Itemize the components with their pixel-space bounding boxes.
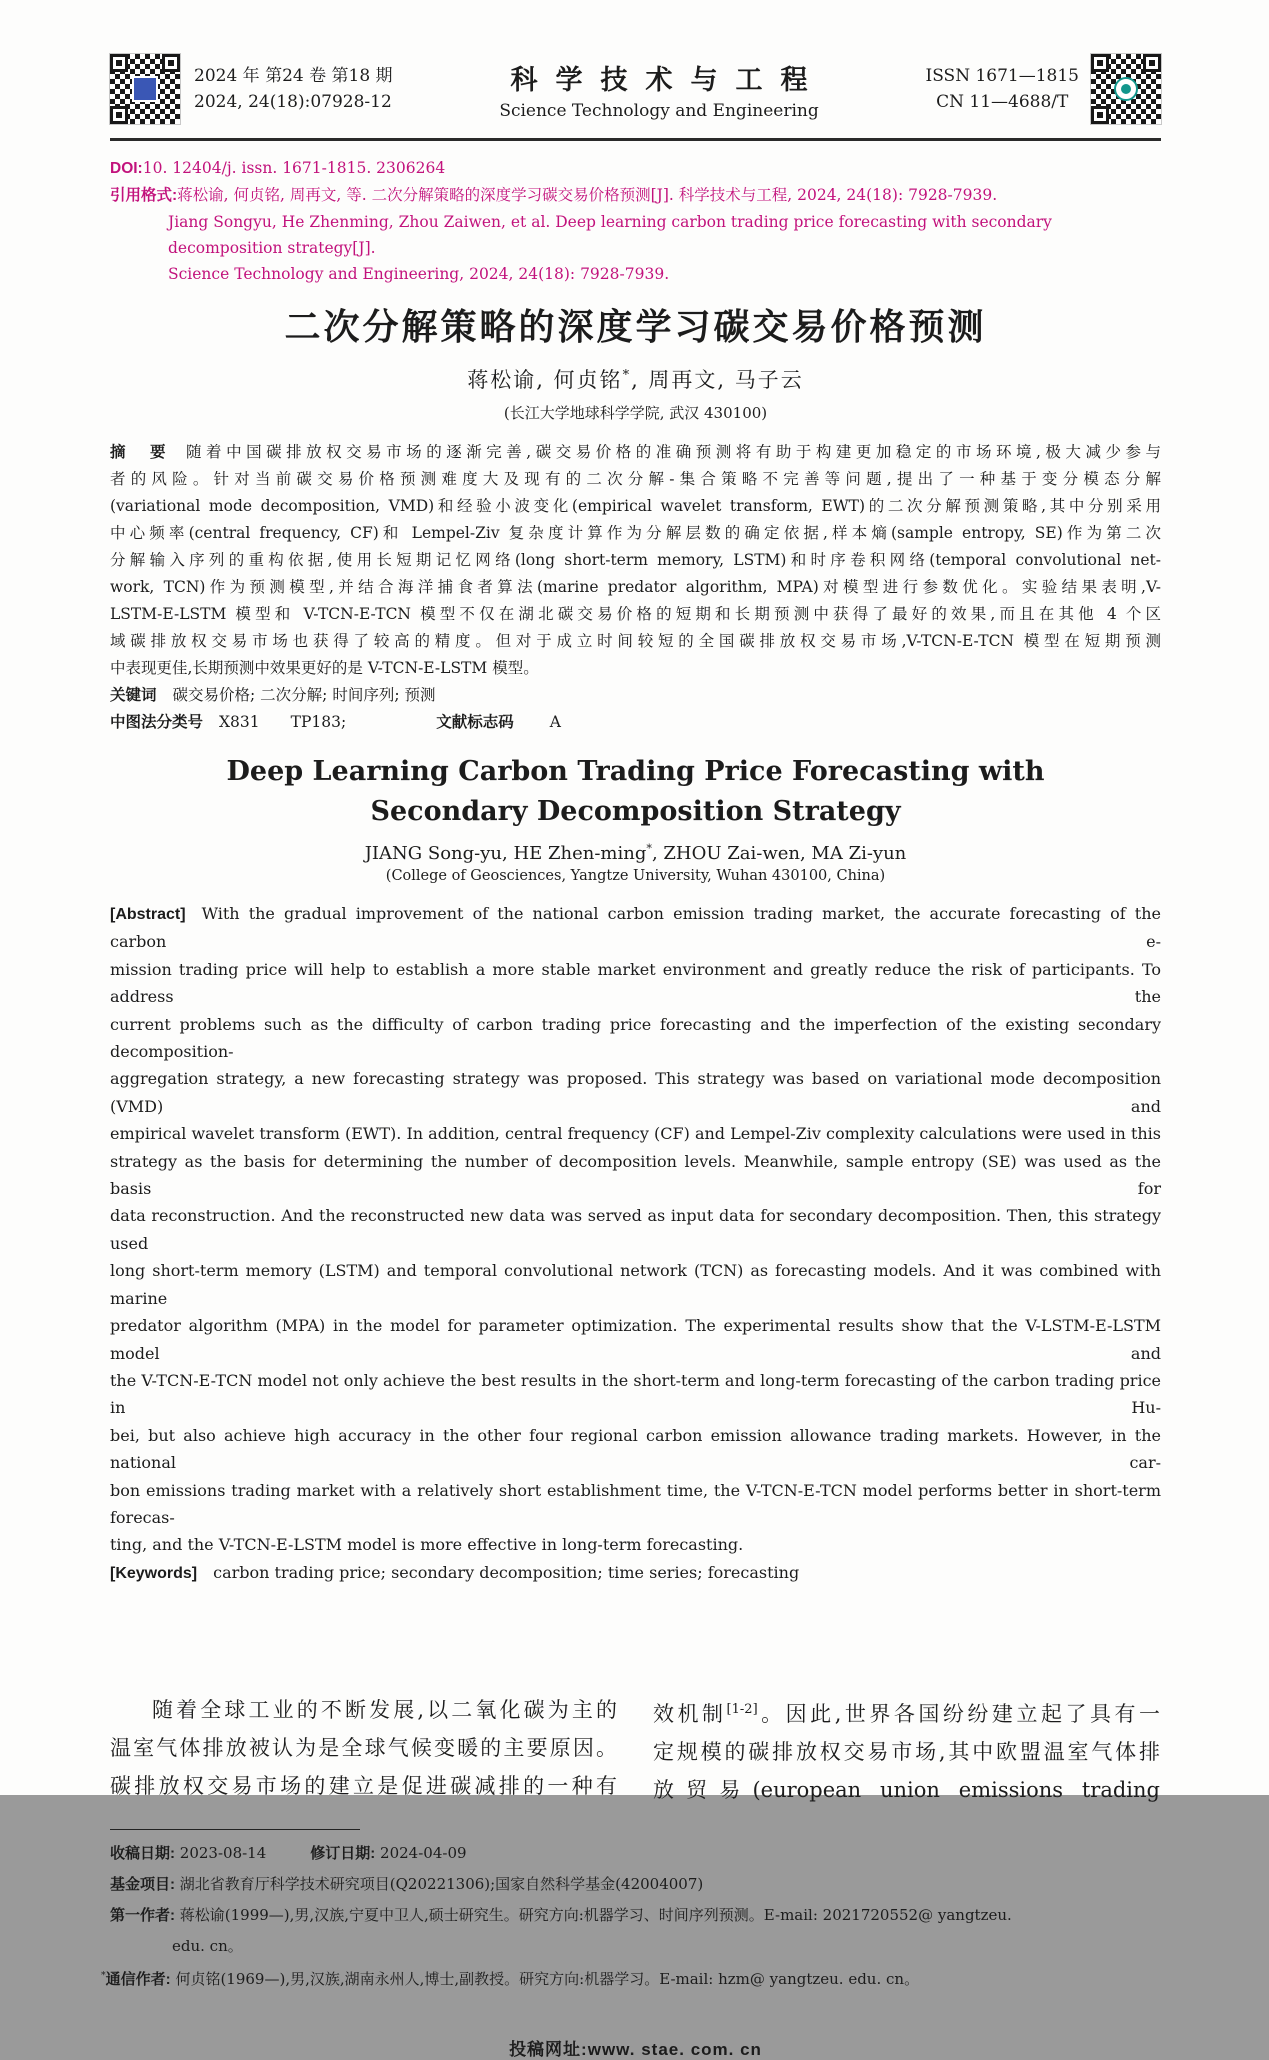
affiliation-en: (College of Geosciences, Yangtze University, Wuhan 430100, China) (385, 868, 886, 884)
abstract-cn-line: 中心频率(central frequency, CF)和 Lempel-Ziv 复杂度计算作为分解层数的确定依据,样本熵(sample entropy, SE)作为第二次 (110, 524, 1161, 542)
doc-code-value: A (549, 713, 561, 731)
paper-title-en (110, 752, 1161, 832)
abstract-cn-line: 域碳排放权交易市场也获得了较高的精度。但对于成立时间较短的全国碳排放权交易市场,V-TCN-E-TCN 模型在短期预测 (110, 632, 1161, 650)
keywords-en (110, 1559, 1161, 1587)
journal-title-cn: 科学技术与工程 (510, 64, 826, 96)
issue-line: 2024 年 第24 卷 第18 期 (194, 66, 393, 86)
qr-left-logo-icon (132, 76, 158, 102)
doi-line (110, 155, 1161, 182)
abstract-en-line: long short-term memory (LSTM) and temporal convolutional network (TCN) as forecasting models. And it was combined with marine (110, 1261, 1161, 1308)
cite-en-line1: Jiang Songyu, He Zhenming, Zhou Zaiwen, et al. Deep learning carbon trading price forecasting with secondary decomposition strategy[J]. (168, 213, 1052, 257)
qr-code-left-icon (110, 54, 180, 124)
fund-label: 基金项目: (110, 1876, 175, 1894)
abstract-en (110, 900, 1161, 1587)
body-line: 温室气体排放被认为是全球气候变暖的主要原因。 (110, 1736, 617, 1761)
clc-value: X831 TP183; (219, 713, 347, 731)
submission-site-label: 投稿网址: (509, 2040, 588, 2060)
qr-right-logo-icon (1114, 77, 1138, 101)
first-author-line-continued: edu. cn。 (172, 1937, 243, 1956)
body-column-left (110, 1691, 617, 1809)
journal-header (110, 54, 1161, 141)
issn-block (925, 63, 1079, 115)
abstract-en-line: mission trading price will help to establish a more stable market environment and greatly reduce the risk of participants. To address the (110, 959, 1161, 1007)
keywords-cn-text: 碳交易价格; 二次分解; 时间序列; 预测 (172, 686, 436, 704)
authors-en-post: , ZHOU Zai-wen, MA Zi-yun (651, 843, 907, 864)
keywords-en-label: [Keywords] (110, 1564, 198, 1582)
cite-cn-text: 蒋松谕, 何贞铭, 周再文, 等. 二次分解策略的深度学习碳交易价格预测[J]. 科学技术与工程, 2024, 24(18): 7928-7939. (177, 186, 998, 204)
submission-site-line (110, 2035, 1161, 2060)
fund-text: 湖北省教育厅科学技术研究项目(Q20221306);国家自然科学基金(42004007) (179, 1875, 704, 1894)
first-author-bio: 蒋松谕(1999—),男,汉族,宁夏中卫人,硕士研究生。研究方向:机器学习、时间序列预测。E-mail: 2021720552@ yangtzeu. (179, 1906, 1012, 1925)
clc-label: 中图法分类号 (110, 714, 204, 731)
authors-en (110, 842, 1161, 864)
keywords-cn-label: 关键词 (110, 687, 157, 704)
first-author-label: 第一作者: (110, 1907, 175, 1925)
first-author-line (110, 1900, 1161, 1931)
affiliation-cn: (长江大学地球科学学院, 武汉 430100) (503, 404, 768, 422)
abstract-en-line: ting, and the V-TCN-E-LSTM model is more effective in long-term forecasting. (110, 1535, 744, 1555)
abstract-en-line: current problems such as the difficulty of carbon trading price forecasting and the imperfection of the existing secondary decomposition- (110, 1014, 1161, 1062)
journal-title-en: Science Technology and Engineering (499, 100, 819, 121)
submission-site-url: www. stae. com. cn (587, 2040, 762, 2060)
keywords-cn (110, 682, 1161, 709)
paper-title-en-line1: Deep Learning Carbon Trading Price Forecasting with (226, 756, 1045, 787)
authors-en-pre: JIANG Song-yu, HE Zhen-ming (364, 843, 647, 864)
abstract-en-line: [Abstract] With the gradual improvement of the national carbon emission trading market, the accurate forecasting of the carbon e- (110, 904, 1161, 952)
issue-info (194, 63, 393, 115)
clc-line (110, 709, 1161, 736)
abstract-cn-line: work, TCN)作为预测模型,并结合海洋捕食者算法(marine predator algorithm, MPA)对模型进行参数优化。实验结果表明,V- (110, 578, 1161, 596)
abstract-en-line: bei, but also achieve high accuracy in the other four regional carbon emission allowance trading markets. However, in the national car- (110, 1425, 1161, 1473)
abstract-cn-line: 者的风险。针对当前碳交易价格预测难度大及现有的二次分解-集合策略不完善等问题,提出了一种基于变分模态分解 (110, 470, 1161, 488)
paper-title-cn: 二次分解策略的深度学习碳交易价格预测 (284, 306, 987, 347)
cn-number: CN 11—4688/T (936, 92, 1069, 112)
abstract-cn-line: 分解输入序列的重构依据,使用长短期记忆网络(long short-term memory, LSTM)和时序卷积网络(temporal convolutional net- (110, 551, 1161, 569)
body-line: 碳排放权交易市场的建立是促进碳减排的一种有 (110, 1774, 617, 1799)
footnote-divider (110, 1829, 360, 1830)
corresponding-author-mark: * (622, 368, 632, 383)
revised-label: 修订日期: (310, 1845, 376, 1863)
doi-value: 10. 12404/j. issn. 1671-1815. 2306264 (142, 159, 446, 177)
issn-number: ISSN 1671—1815 (925, 66, 1079, 86)
body-line: 定规模的碳排放权交易市场,其中欧盟温室气体排 (653, 1740, 1160, 1765)
abstract-cn-line: 中表现更佳,长期预测中效果更好的是 V-TCN-E-LSTM 模型。 (110, 659, 539, 677)
doi-label: DOI: (110, 160, 143, 177)
fund-line (110, 1869, 1161, 1900)
revised-date: 2024-04-09 (380, 1844, 467, 1863)
corresponding-author-label: 通信作者: (105, 1971, 171, 1989)
authors-cn-post: , 周再文, 马子云 (631, 368, 804, 392)
authors-cn-pre: 蒋松谕, 何贞铭 (467, 368, 623, 392)
abstract-en-label: [Abstract] (110, 906, 186, 923)
abstract-en-line: data reconstruction. And the reconstructed new data was served as input data for secondary decomposition. Then, this strategy used (110, 1206, 1161, 1253)
abstract-en-line: aggregation strategy, a new forecasting strategy was proposed. This strategy was based on variational mode decomposition (VMD) and (110, 1069, 1161, 1116)
abstract-en-line: bon emissions trading market with a relatively short establishment time, the V-TCN-E-TCN model performs better in short-term forecas- (110, 1480, 1161, 1527)
abstract-cn-line: 摘 要 随着中国碳排放权交易市场的逐渐完善,碳交易价格的准确预测将有助于构建更加稳定的市场环境,极大减少参与 (110, 443, 1161, 461)
cite-cn-line (110, 182, 1161, 209)
paper-title-en-line2: Secondary Decomposition Strategy (370, 796, 901, 827)
cite-en-line2: Science Technology and Engineering, 2024, 24(18): 7928-7939. (168, 265, 670, 283)
authors-cn (110, 364, 1161, 394)
body-line: 随着全球工业的不断发展,以二氧化碳为主的 (152, 1698, 617, 1723)
corresponding-star-mark: * (101, 1970, 106, 1982)
corresponding-author-bio: 何贞铭(1969—),男,汉族,湖南永州人,博士,副教授。研究方向:机器学习。E-mail: hzm@ yangtzeu. edu. cn。 (175, 1970, 920, 1989)
abstract-en-line: strategy as the basis for determining the number of decomposition levels. Meanwhile, sample entropy (SE) was used as the basis for (110, 1151, 1161, 1199)
cite-format-label: 引用格式: (110, 187, 178, 204)
abstract-cn-label: 摘 要 (110, 444, 171, 461)
reference-superscript: [1-2] (726, 1702, 758, 1718)
footnotes (101, 1838, 1161, 1995)
abstract-cn-line: LSTM-E-LSTM 模型和 V-TCN-E-TCN 模型不仅在湖北碳交易价格的短期和长期预测中获得了最好的效果,而且在其他 4 个区 (110, 605, 1161, 623)
corresponding-author-mark-en: * (646, 842, 652, 855)
received-label: 收稿日期: (110, 1845, 175, 1863)
abstract-en-line: the V-TCN-E-TCN model not only achieve the best results in the short-term and long-term forecasting of the carbon trading price in Hu- (110, 1370, 1161, 1418)
abstract-cn-line: (variational mode decomposition, VMD)和经验小波变化(empirical wavelet transform, EWT)的二次分解预测策略,其中分别采用 (110, 497, 1161, 515)
journal-title-block (393, 58, 926, 121)
pagination-line: 2024, 24(18):07928-12 (194, 92, 392, 112)
citation-block (110, 155, 1161, 287)
keywords-en-text: carbon trading price; secondary decomposition; time series; forecasting (213, 1562, 800, 1582)
received-date: 2023-08-14 (179, 1844, 267, 1863)
body-column-right (653, 1691, 1160, 1809)
abstract-en-line: empirical wavelet transform (EWT). In addition, central frequency (CF) and Lempel-Ziv complexity calculations were used in this (110, 1124, 1161, 1144)
doc-code-label: 文献标志码 (436, 714, 514, 731)
corresponding-author-line (101, 1961, 1161, 1995)
body-columns (110, 1691, 1161, 1809)
dates-line (110, 1838, 1161, 1869)
abstract-cn (110, 439, 1161, 682)
qr-code-right-icon (1091, 54, 1161, 124)
body-line: 效机制[1-2]。因此,世界各国纷纷建立起了具有一 (653, 1702, 1160, 1727)
abstract-en-line: predator algorithm (MPA) in the model for parameter optimization. The experimental results show that the V-LSTM-E-LSTM model and (110, 1316, 1161, 1363)
body-line: 放贸易(european union emissions trading (653, 1778, 1160, 1803)
